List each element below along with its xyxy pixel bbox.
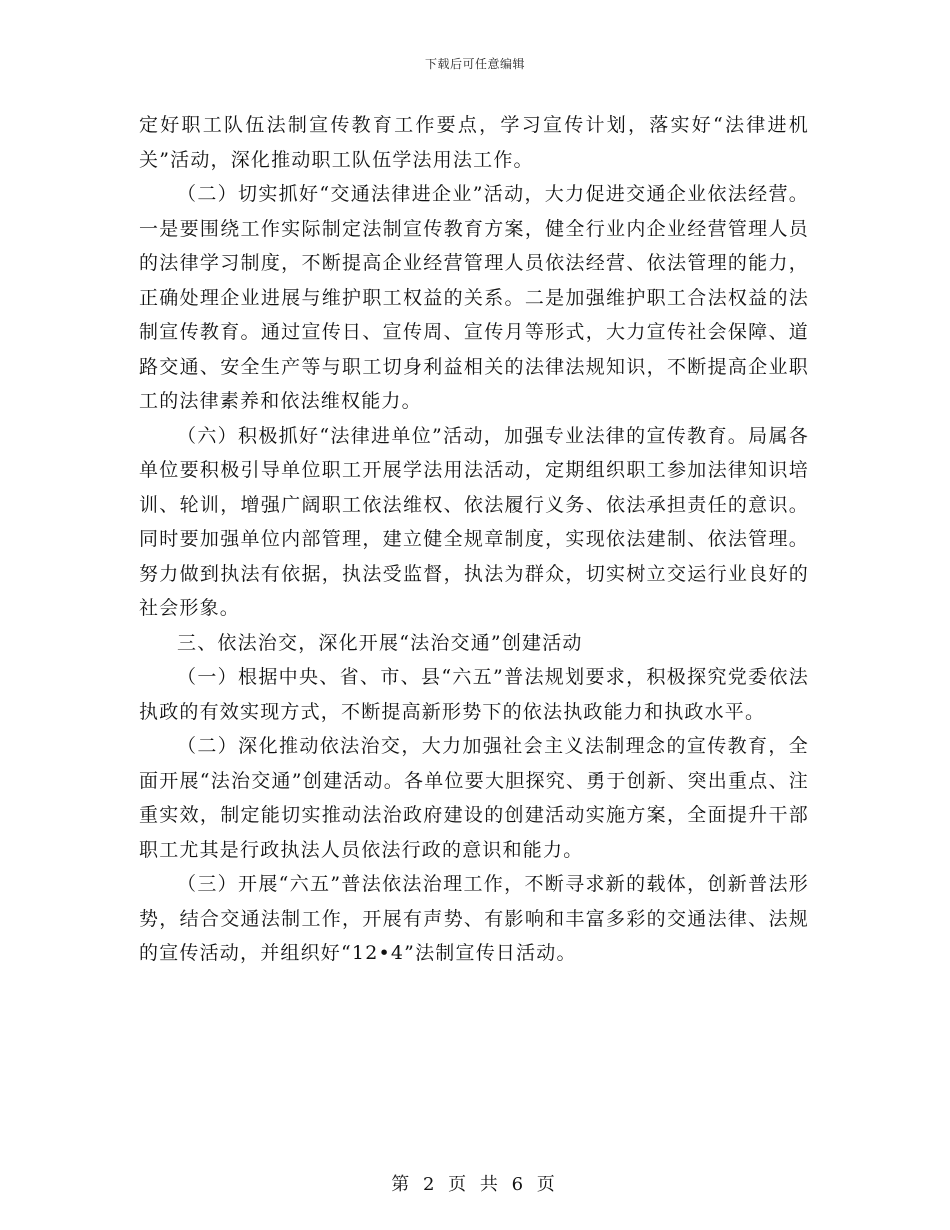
paragraph-item-1: （一）根据中央、省、市、县“六五”普法规划要求，积极探究党委依法执政的有效实现方式，不断提高新形势下的依法执政能力和执政水平。 <box>139 666 809 723</box>
paragraph-continuation: 定好职工队伍法制宣传教育工作要点，学习宣传计划，落实好“法律进机关”活动，深化推动职工队伍学法用法工作。 <box>139 114 809 171</box>
header-note: 下载后可任意编辑 <box>424 57 525 71</box>
body-text <box>139 108 809 971</box>
paragraph-enterprise: （二）切实抓好“交通法律进企业”活动，大力促进交通企业依法经营。一是要围绕工作实际制定法制宣传教育方案，健全行业内企业经营管理人员的法律学习制度，不断提高企业经营管理人员依法经营、依法管理的能力，正确处理企业进展与维护职工权益的关系。二是加强维护职工合法权益的法制宣传教育。通过宣传日、宣传周、宣传月等形式，大力宣传社会保障、道路交通、安全生产等与职工切身利益相关的法律法规知识，不断提高企业职工的法律素养和依法维权能力。 <box>139 183 809 412</box>
section-heading: 三、依法治交，深化开展“法治交通”创建活动 <box>177 631 583 654</box>
page-number: 第 2 页 共 6 页 <box>391 1174 559 1195</box>
paragraph-item-2: （二）深化推动依法治交，大力加强社会主义法制理念的宣传教育，全面开展“法治交通”创建活动。各单位要大胆探究、勇于创新、突出重点、注重实效，制定能切实推动法治政府建设的创建活动实施方案，全面提升干部职工尤其是行政执法人员依法行政的意识和能力。 <box>139 735 809 861</box>
paragraph-unit: （六）积极抓好“法律进单位”活动，加强专业法律的宣传教育。局属各单位要积极引导单位职工开展学法用法活动，定期组织职工参加法律知识培训、轮训，增强广阔职工依法维权、依法履行义务、依法承担责任的意识。同时要加强单位内部管理，建立健全规章制度，实现依法建制、依法管理。努力做到执法有依据，执法受监督，执法为群众，切实树立交运行业良好的社会形象。 <box>139 424 809 619</box>
paragraph-item-3: （三）开展“六五”普法依法治理工作，不断寻求新的载体，创新普法形势，结合交通法制工作，开展有声势、有影响和丰富多彩的交通法律、法规的宣传活动，并组织好“12•4”法制宣传日活动。 <box>139 873 809 964</box>
